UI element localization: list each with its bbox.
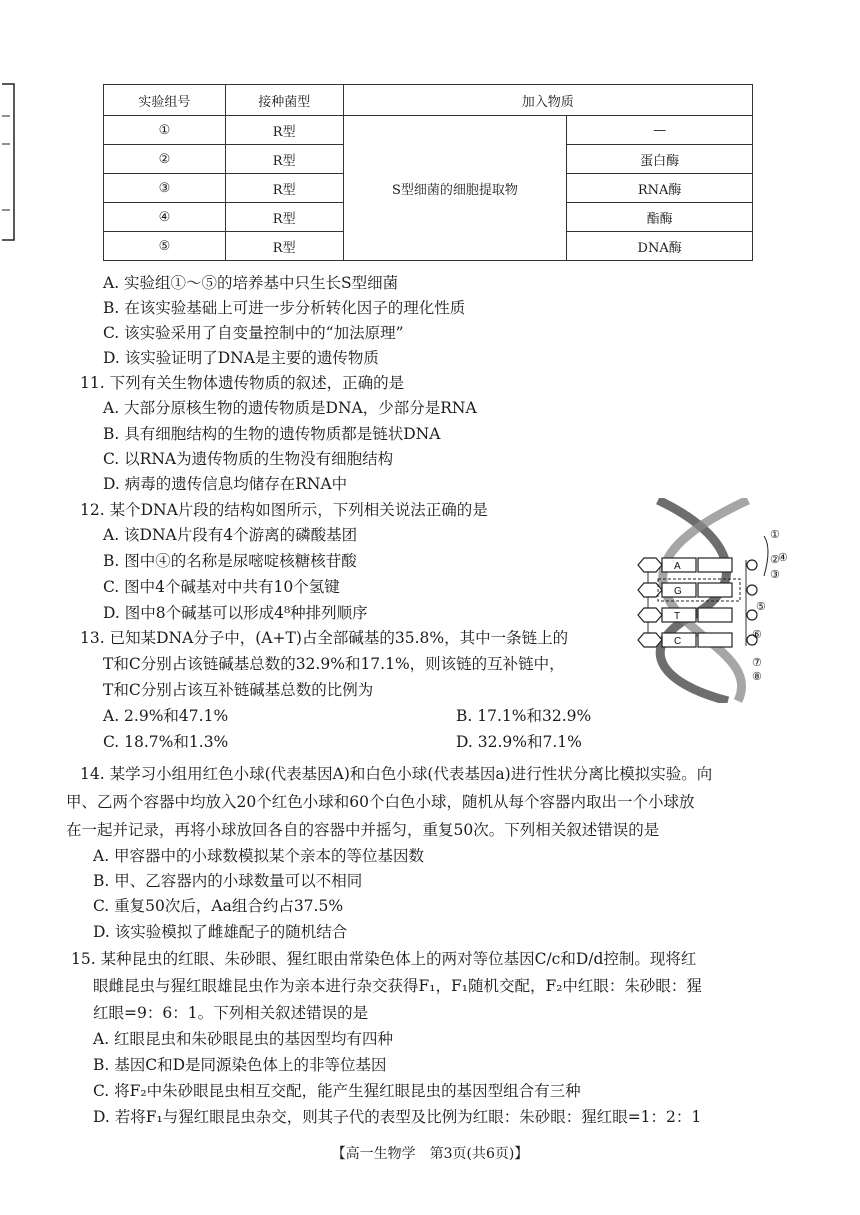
q14-stem-line-1: 14. 某学习小组用红色小球(代表基因A)和白色小球(代表基因a)进行性状分离比模拟实验。向 [80,765,713,783]
q15-option-b: B. 基因C和D是同源染色体上的非等位基因 [93,1056,387,1074]
cell-enzyme: DNA酶 [567,232,753,261]
q14-stem-line-3: 在一起并记录，再将小球放回各自的容器中并摇匀，重复50次。下列相关叙述错误的是 [66,821,660,839]
header-group: 实验组号 [104,85,226,116]
fig-label-8: ⑧ [752,670,762,683]
q14-option-b: B. 甲、乙容器内的小球数量可以不相同 [93,872,363,890]
cell-group: ⑤ [104,232,226,261]
q15-stem-line-2: 眼雌昆虫与猩红眼雄昆虫作为亲本进行杂交获得F₁，F₁随机交配，F₂中红眼：朱砂眼：猩 [93,977,702,995]
brace [764,536,768,576]
fig-label-6: ⑥ [752,628,762,641]
q11-stem: 11. 下列有关生物体遗传物质的叙述，正确的是 [80,374,405,392]
q11-option-d: D. 病毒的遗传信息均储存在RNA中 [103,475,348,493]
q15-stem-line-3: 红眼=9：6：1。下列相关叙述错误的是 [93,1004,369,1022]
q12-option-d: D. 图中8个碱基可以形成4⁸种排列顺序 [103,604,368,622]
q10-option-b: B. 在该实验基础上可进一步分析转化因子的理化性质 [103,299,466,317]
fig-label-4: ④ [778,551,788,564]
q10-option-c: C. 该实验采用了自变量控制中的“加法原理” [103,324,404,342]
cell-strain: R型 [225,174,343,203]
table-row [104,116,753,145]
q11-option-b: B. 具有细胞结构的生物的遗传物质都是链状DNA [103,425,441,443]
cell-enzyme: 蛋白酶 [567,145,753,174]
q12-option-c: C. 图中4个碱基对中共有10个氢键 [103,578,340,596]
q14-option-d: D. 该实验模拟了雌雄配子的随机结合 [93,923,348,941]
q10-option-d: D. 该实验证明了DNA是主要的遗传物质 [103,349,379,367]
cell-strain: R型 [225,116,343,145]
dna-structure-figure [628,498,788,703]
q10-option-a: A. 实验组①～⑤的培养基中只生长S型细菌 [103,274,399,292]
cell-strain: R型 [225,145,343,174]
experiment-table [103,84,753,261]
q12-option-a: A. 该DNA片段有4个游离的磷酸基团 [103,526,358,544]
q13-stem-line-1: 13. 已知某DNA分子中，(A+T)占全部碱基的35.8%，其中一条链上的 [80,629,569,647]
fig-label-2: ② [770,553,780,566]
fig-label-3: ③ [770,568,780,581]
q14-stem-line-2: 甲、乙两个容器中均放入20个红色小球和60个白色小球，随机从每个容器内取出一个小球放 [66,793,695,811]
q11-option-c: C. 以RNA为遗传物质的生物没有细胞结构 [103,450,394,468]
base-label-c: C [674,636,682,647]
base-label-t: T [674,611,681,622]
cell-strain: R型 [225,232,343,261]
cell-strain: R型 [225,203,343,232]
base-label-g: G [674,586,682,597]
cell-enzyme: — [567,116,753,145]
page-footer [0,1143,860,1163]
cell-group: ③ [104,174,226,203]
cell-extract: S型细菌的细胞提取物 [343,116,567,261]
fig-label-5: ⑤ [756,600,766,613]
q15-option-a: A. 红眼昆虫和朱砂眼昆虫的基因型均有四种 [93,1030,394,1048]
binding-margin-marks [0,82,22,242]
q15-stem-line-1: 15. 某种昆虫的红眼、朱砂眼、猩红眼由常染色体上的两对等位基因C/c和D/d控制。现将红 [71,950,697,968]
q12-stem: 12. 某个DNA片段的结构如图所示，下列相关说法正确的是 [80,501,488,519]
q13-stem-line-3: T和C分别占该互补链碱基总数的比例为 [103,681,374,699]
q12-option-b: B. 图中④的名称是尿嘧啶核糖核苷酸 [103,552,357,570]
q11-option-a: A. 大部分原核生物的遗传物质是DNA，少部分是RNA [103,399,477,417]
q13-option-a: A. 2.9%和47.1% [103,707,229,725]
q13-option-d: D. 32.9%和7.1% [456,733,582,751]
page-footer-text: 【高一生物学 第3页(共6页)】 [331,1146,529,1162]
cell-group: ④ [104,203,226,232]
cell-group: ① [104,116,226,145]
q15-option-c: C. 将F₂中朱砂眼昆虫相互交配，能产生猩红眼昆虫的基因型组合有三种 [93,1082,581,1100]
cell-enzyme: 酯酶 [567,203,753,232]
q14-option-a: A. 甲容器中的小球数模拟某个亲本的等位基因数 [93,847,425,865]
table-header-row [104,85,753,116]
q13-stem-line-2: T和C分别占该链碱基总数的32.9%和17.1%，则该链的互补链中， [103,655,565,673]
fig-label-7: ⑦ [752,656,762,669]
header-strain: 接种菌型 [225,85,343,116]
q14-option-c: C. 重复50次后，Aa组合约占37.5% [93,897,344,915]
cell-group: ② [104,145,226,174]
q13-option-b: B. 17.1%和32.9% [456,707,592,725]
header-substance: 加入物质 [343,85,752,116]
q15-option-d: D. 若将F₁与猩红眼昆虫杂交，则其子代的表型及比例为红眼：朱砂眼：猩红眼=1：2：1 [93,1108,702,1126]
base-label-a: A [674,561,681,572]
fig-label-1: ① [770,528,780,541]
q13-option-c: C. 18.7%和1.3% [103,733,229,751]
cell-enzyme: RNA酶 [567,174,753,203]
